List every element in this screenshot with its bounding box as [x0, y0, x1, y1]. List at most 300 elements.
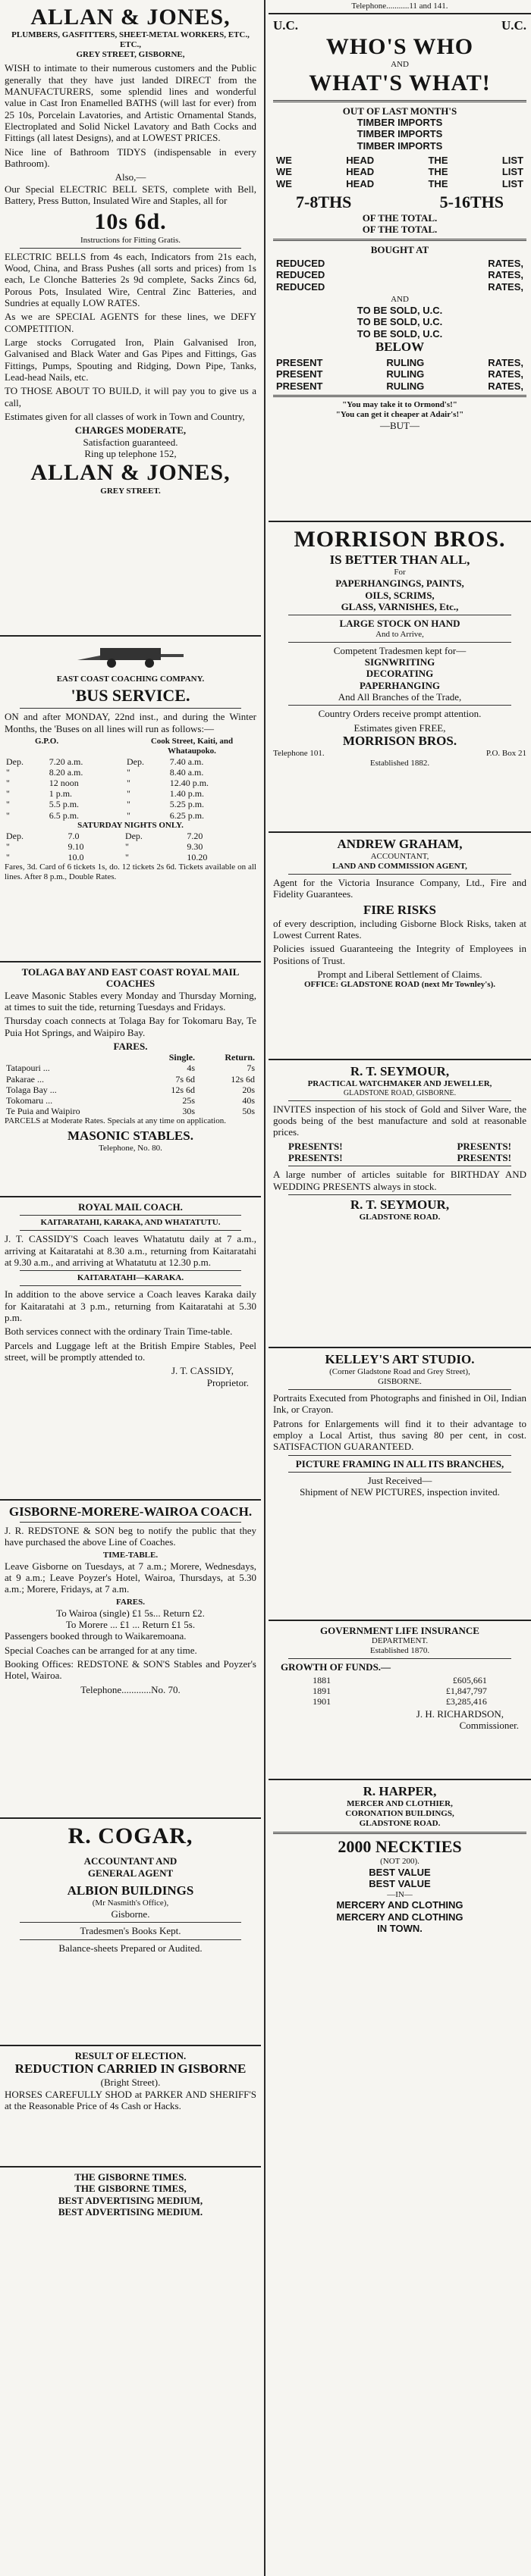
timetable-cell: "	[6, 799, 10, 810]
paragraph: Agent for the Victoria Insurance Company, Ltd., Fire and Fidelity Guarantees.	[273, 876, 526, 900]
also-label: Also,—	[115, 171, 146, 183]
timetable-row	[5, 767, 256, 778]
divider	[20, 708, 241, 709]
mercery: MERCERY AND CLOTHING	[336, 1899, 463, 1911]
po-box: P.O. Box 21	[485, 749, 526, 758]
stables-tel: Telephone, No. 80.	[99, 1144, 162, 1153]
timber-line: TIMBER IMPORTS	[357, 139, 443, 152]
saturday-label: SATURDAY NIGHTS ONLY.	[77, 820, 184, 830]
from-left: G.P.O.	[35, 736, 59, 746]
parcels: PARCELS at Moderate Rates. Specials at any time on application.	[5, 1116, 226, 1126]
office: OFFICE: GLADSTONE ROAD (next Mr Townley's).	[303, 980, 495, 990]
but: —BUT—	[380, 419, 419, 431]
presents-row	[273, 1152, 526, 1163]
cogar-role: ACCOUNTANT AND	[83, 1855, 178, 1867]
present-row-word: RATES,	[488, 380, 523, 392]
fare-head	[5, 1052, 144, 1063]
govlife-dept: DEPARTMENT.	[371, 1636, 429, 1646]
and: AND	[391, 60, 409, 70]
company-name: EAST COAST COACHING COMPANY.	[56, 675, 205, 684]
fares-note: Fares, 3d. Card of 6 tickets 1s, do. 12 tickets 2s 6d. Tickets available on all lines. After 8 p.m., Double Rates.	[5, 862, 256, 882]
growth-cell: 1881	[313, 1674, 331, 1686]
timetable-cell: 10.0	[68, 852, 84, 863]
best-value: BEST VALUE	[369, 1878, 431, 1890]
fare-line: To Morere ... £1 ... Return £1 5s.	[65, 1618, 196, 1630]
morrison-better: IS BETTER THAN ALL,	[329, 552, 470, 568]
timber-line: TIMBER IMPORTS	[357, 128, 443, 140]
seymour-address-2: GLADSTONE ROAD.	[359, 1213, 441, 1222]
times-title: THE GISBORNE TIMES.	[74, 2171, 187, 2183]
head-list-row-word: THE	[428, 155, 448, 167]
fare-head: Single.	[168, 1052, 196, 1063]
timetable-cell: 7.20 a.m.	[49, 756, 83, 767]
head-list-row-word: HEAD	[346, 155, 375, 167]
head-list-row-word: LIST	[501, 155, 523, 167]
head-list-row	[273, 155, 526, 166]
timetable-cell: Dep.	[6, 756, 24, 767]
in: —IN—	[387, 1889, 413, 1899]
timetable-cell: "	[124, 840, 129, 852]
arrive: And to Arrive,	[375, 629, 424, 639]
timetable-cell: Dep.	[6, 830, 24, 841]
timetable-cell: 1 p.m.	[49, 788, 73, 800]
timetable-cell: "	[126, 778, 130, 789]
country-orders: Country Orders receive prompt attention.	[318, 708, 482, 720]
growth-cell: £605,661	[452, 1674, 487, 1686]
timetable-cell: 7.0	[68, 830, 80, 841]
fare-cell: Tokomaru ...	[6, 1094, 53, 1106]
timetable-cell: 8.40 a.m.	[169, 767, 204, 778]
paragraph: TO THOSE ABOUT TO BUILD, it will pay you to give us a call,	[5, 385, 256, 408]
timetable-row	[5, 852, 256, 862]
fare-row	[5, 1085, 256, 1095]
paragraph: of every description, including Gisborne Block Risks, taken at Lowest Current Rates.	[273, 917, 526, 941]
present-row-word: PRESENT	[276, 356, 323, 368]
wairoa-coach-ad	[0, 1501, 261, 1819]
paragraph: A large number of articles suitable for BIRTHDAY AND WEDDING PRESENTS always in stock.	[273, 1169, 526, 1192]
fare-row	[5, 1074, 256, 1085]
to-be-sold: TO BE SOLD, U.C.	[357, 327, 443, 340]
service: PAPERHANGING	[360, 679, 440, 691]
paragraph: ELECTRIC BELLS from 4s each, Indicators from 21s each, Wood, China, and Brass Pushes (all sorts and prices) from 1s each, Le Clonche Batteries 2s 9d complete, Sacks Zincs 6d, Porous Pots, Insulated Wire, Central Zinc Batteries, and Sundries at equally LOW RATES.	[5, 250, 256, 308]
head-list-row	[273, 178, 526, 189]
head-list-row-word: WE	[276, 177, 292, 189]
harper-line: CORONATION BUILDINGS,	[345, 1808, 454, 1818]
of-total: OF THE TOTAL.	[362, 212, 438, 224]
fare-row	[5, 1106, 256, 1116]
timetable-cell: 12.40 p.m.	[169, 778, 209, 789]
present-rates	[273, 357, 526, 392]
timetable-header	[5, 737, 256, 756]
uc-right: U.C.	[501, 17, 526, 33]
election-ad	[0, 2046, 261, 2168]
graham-role: ACCOUNTANT,	[370, 852, 429, 862]
divider	[20, 1939, 241, 1940]
timetable-cell: 9.30	[187, 840, 203, 852]
intro: ON and after MONDAY, 22nd inst., and during the Winter Months, the 'Buses on all lines will run as follows:—	[5, 711, 256, 734]
advertiser-title: ALLAN & JONES,	[30, 5, 231, 30]
right-column	[269, 0, 531, 2576]
competent: Competent Tradesmen kept for—	[333, 644, 467, 656]
divider	[20, 1230, 241, 1231]
divider	[20, 1270, 241, 1271]
timetable-row	[5, 799, 256, 809]
fare-cell: 25s	[182, 1094, 196, 1106]
paragraph: Our Special ELECTRIC BELL SETS, complete with Bell, Battery, Press Button, Insulated Wire and Staples, all for	[5, 183, 256, 206]
presents-row	[273, 1141, 526, 1152]
paragraph: Balance-sheets Prepared or Audited.	[58, 1942, 203, 1954]
head-list-row-word: HEAD	[346, 177, 375, 189]
present-row	[273, 368, 526, 380]
seymour-role: PRACTICAL WATCHMAKER AND JEWELLER,	[307, 1079, 492, 1089]
timetable-cell: "	[6, 809, 10, 821]
growth-title: GROWTH OF FUNDS.—	[281, 1661, 391, 1673]
cogar-town: Gisborne.	[111, 1908, 150, 1920]
whos-who-ad	[269, 14, 531, 522]
growth-cell: 1891	[313, 1685, 331, 1696]
fare-cell: 20s	[242, 1084, 255, 1095]
to-be-sold: TO BE SOLD, U.C.	[357, 316, 443, 328]
paragraph: HORSES CAREFULLY SHOD at PARKER AND SHERIFF'S at the Reasonable Price of 4s Cash or Hacks.	[5, 2088, 256, 2112]
kelley-title: KELLEY'S ART STUDIO.	[325, 1351, 475, 1366]
framing: PICTURE FRAMING IN ALL ITS BRANCHES,	[295, 1457, 504, 1470]
fare-cell: 30s	[182, 1106, 196, 1117]
presents: PRESENTS!	[288, 1152, 343, 1164]
fare-head: Return.	[225, 1052, 255, 1063]
election-title: RESULT OF ELECTION.	[74, 2050, 187, 2061]
paragraph: Patrons for Enlargements will find it to their advantage to employ a Local Artist, thus saving 80 per cent, in cost. SATISFACTION GUARANTEED.	[273, 1417, 526, 1453]
timetable-cell: 5.5 p.m.	[49, 799, 80, 810]
growth-row	[311, 1675, 489, 1686]
telephone: Telephone 101.	[273, 749, 325, 758]
timetable-row	[5, 778, 256, 788]
reduced-row	[273, 269, 526, 280]
stables-title: MASONIC STABLES.	[68, 1128, 193, 1144]
not-200: (NOT 200).	[380, 1856, 419, 1866]
paragraph: Tradesmen's Books Kept.	[80, 1925, 181, 1937]
divider	[288, 874, 511, 875]
fare-cell: 7s 6d	[175, 1073, 196, 1085]
harper-ad	[269, 1780, 531, 2030]
fare-cell: Pakarae ...	[6, 1073, 44, 1085]
uc-row	[273, 18, 526, 33]
divider	[20, 1522, 241, 1523]
bus-title: 'BUS SERVICE.	[71, 686, 190, 706]
address: GREY STREET, GISBORNE,	[76, 50, 185, 60]
present-row-word: RULING	[386, 356, 425, 368]
timetable-cell: 7.20	[187, 830, 203, 841]
stock: LARGE STOCK ON HAND	[339, 618, 460, 630]
signature: J. T. CASSIDY,	[171, 1365, 234, 1377]
head-list-row-word: LIST	[501, 177, 523, 189]
in-town: IN TOWN.	[377, 1923, 423, 1935]
morrison-name: MORRISON BROS.	[294, 526, 506, 552]
presents: PRESENTS!	[457, 1140, 511, 1152]
coach-illustration	[5, 643, 256, 671]
top-line: Telephone...........11 and 141.	[269, 0, 531, 14]
divider	[288, 1455, 511, 1456]
harper-line: MERCER AND CLOTHIER,	[347, 1799, 453, 1809]
royal-title: ROYAL MAIL COACH.	[78, 1201, 183, 1213]
harper-name: R. HARPER,	[363, 1783, 437, 1798]
present-row	[273, 380, 526, 392]
item-line: OILS, SCRIMS,	[365, 589, 435, 601]
divider	[20, 248, 241, 249]
paragraph: Policies issued Guaranteeing the Integrity of Employees in Positions of Trust.	[273, 943, 526, 966]
divider	[288, 705, 511, 706]
fare-line: To Wairoa (single) £1 5s... Return £2.	[56, 1607, 205, 1619]
reduced-row-word: REDUCED	[276, 269, 325, 281]
service: SIGNWRITING	[364, 656, 435, 668]
signature: J. H. RICHARDSON,	[416, 1708, 504, 1720]
footer-address: GREY STREET.	[100, 486, 161, 496]
timetable-cell: Dep.	[124, 830, 143, 841]
trades: PLUMBERS, GASFITTERS, SHEET-METAL WORKERS, ETC., ETC.,	[11, 30, 250, 50]
cogar-address: ALBION BUILDINGS	[67, 1883, 194, 1898]
title-1: WHO'S WHO	[325, 34, 474, 60]
signature-title: Commissioner.	[459, 1720, 519, 1732]
item-line: GLASS, VARNISHES, Etc.,	[341, 601, 459, 613]
tolaga-bay-ad	[0, 962, 261, 1197]
fare-cell: Tatapouri ...	[6, 1063, 50, 1074]
out-of: OUT OF LAST MONTH'S	[342, 105, 457, 117]
paragraph: Portraits Executed from Photographs and finished in Oil, Indian Ink, or Crayon.	[273, 1391, 526, 1416]
footer-title: ALLAN & JONES,	[30, 460, 231, 486]
best-value: BEST VALUE	[369, 1866, 431, 1878]
growth-row	[311, 1696, 489, 1707]
of-total: OF THE TOTAL.	[362, 224, 438, 236]
government-life-ad	[269, 1621, 531, 1780]
tolaga-title: TOLAGA BAY AND EAST COAST ROYAL MAIL COACHES	[21, 966, 240, 990]
timetable-cell: "	[126, 799, 130, 810]
cogar-ad	[0, 1819, 261, 2046]
fare-row	[5, 1063, 256, 1073]
graham-name: ANDREW GRAHAM,	[337, 836, 463, 851]
divider	[20, 1922, 241, 1923]
paragraph: J. R. REDSTONE & SON beg to notify the public that they have purchased the above Line of Coaches.	[5, 1525, 256, 1548]
fare-cell: Te Puia and Waipiro	[6, 1106, 80, 1117]
from-right: Cook Street, Kaiti, and Whataupoko.	[150, 736, 234, 756]
timetable-cell: 6.25 p.m.	[169, 809, 205, 821]
bought-at: BOUGHT AT	[370, 243, 429, 255]
timetable-row	[5, 788, 256, 799]
satisfaction: Satisfaction guaranteed.	[83, 436, 178, 448]
reduced-row-word: RATES,	[488, 269, 523, 281]
subroute: KAITARATAHI—KARAKA.	[77, 1273, 184, 1283]
all-branches: And All Branches of the Trade,	[338, 690, 462, 703]
timetable-cell: Dep.	[126, 756, 144, 767]
cogar-name: R. COGAR,	[68, 1823, 193, 1848]
divider	[20, 1285, 241, 1286]
mercery: MERCERY AND CLOTHING	[336, 1911, 463, 1923]
fare-cell: 50s	[242, 1106, 255, 1117]
timetable-cell: "	[124, 852, 129, 863]
paragraph: As we are SPECIAL AGENTS for these lines, we DEFY COMPETITION.	[5, 311, 256, 334]
morrison-name-2: MORRISON BROS.	[342, 733, 457, 748]
cogar-office: (Mr Nasmith's Office),	[92, 1898, 169, 1908]
charges: CHARGES MODERATE,	[74, 424, 187, 437]
paragraph: WISH to intimate to their numerous customers and the Public generally that they have just landed DIRECT from the MANUFACTURERS, some splendid lines and wonderful value in Cast Iron Enamelled BATHS (will last for ever) from 25 10s, Porcelain Lavatories, and Artistic Ornamental Stands, Electroplated and Solid Nickel Lavatory and Bath Cocks and Fittings (all latest Designs), and at LOWEST PRICES.	[5, 62, 256, 144]
telephone: Telephone............No. 70.	[80, 1683, 181, 1695]
paragraph: Leave Gisborne on Tuesdays, at 7 a.m.; Morere, Wednesdays, at 9 a.m.; Leave Poyzer's Hotel, Wairoa, Thursdays, at 5.30 a.m.; Morere, Fridays, at 7 a.m.	[5, 1560, 256, 1595]
present-row	[273, 357, 526, 368]
allan-jones-ad	[0, 0, 261, 637]
presents: PRESENTS!	[288, 1140, 343, 1152]
paragraph: Booking Offices: REDSTONE & SON'S Stables and Poyzer's Hotel, Wairoa.	[5, 1657, 256, 1682]
fraction: 7-8THS	[296, 192, 352, 212]
fare-cell: 4s	[187, 1063, 196, 1074]
timetable-cell: 8.20 a.m.	[49, 767, 83, 778]
timetable-title: TIME-TABLE.	[102, 1550, 159, 1560]
service: DECORATING	[366, 668, 434, 680]
growth-cell: 1901	[313, 1695, 331, 1707]
divider	[288, 1100, 511, 1101]
paragraph: In addition to the above service a Coach leaves Karaka daily for Kaitaratahi at 3 p.m., returning from Kaitaratahi at 5.30 p.m.	[5, 1288, 256, 1323]
fare-cell: Tolaga Bay ...	[6, 1084, 57, 1095]
royal-mail-ad	[0, 1197, 261, 1501]
timetable-cell: "	[6, 788, 10, 800]
timetable-cell: "	[126, 809, 130, 821]
paragraph: J. T. CASSIDY'S Coach leaves Whatatutu daily at 7 a.m., arriving at Kaitaratahi at 8.30 a.m., returning from Kaitaratahi at 9.30 a.m., and arriving at Whatatutu at 12.30 p.m.	[5, 1233, 256, 1268]
divider	[288, 1472, 511, 1473]
times-title: THE GISBORNE TIMES,	[74, 2183, 187, 2195]
cogar-role: GENERAL AGENT	[87, 1867, 174, 1879]
quote: "You can get it cheaper at Adair's!"	[335, 409, 464, 419]
column-divider	[264, 0, 266, 2576]
kelley-ad	[269, 1348, 531, 1621]
for: For	[394, 568, 406, 577]
timber-line: TIMBER IMPORTS	[357, 117, 443, 129]
timetable-cell: "	[6, 778, 10, 789]
present-row-word: RATES,	[488, 356, 523, 368]
contact-row	[273, 749, 526, 759]
timetable-row	[5, 841, 256, 852]
times-line: BEST ADVERTISING MEDIUM.	[58, 2205, 203, 2218]
signature-title: Proprietor.	[206, 1376, 249, 1388]
growth-cell: £3,285,416	[445, 1695, 487, 1707]
timetable-cell: 12 noon	[49, 778, 79, 789]
divider	[288, 1658, 511, 1659]
growth-table	[311, 1675, 489, 1707]
divider	[273, 395, 526, 397]
saturday-timetable	[5, 831, 256, 862]
fare-cell: 40s	[242, 1094, 255, 1106]
paragraph: Parcels and Luggage left at the British Empire Stables, Peel street, will be promptly attended to.	[5, 1339, 256, 1363]
uc-left: U.C.	[273, 17, 299, 33]
seymour-ad	[269, 1060, 531, 1348]
kelley-address: (Corner Gladstone Road and Grey Street),	[329, 1367, 470, 1377]
below: BELOW	[375, 339, 425, 354]
reduced-row-word: REDUCED	[276, 258, 325, 269]
item-line: PAPERHANGINGS, PAINTS,	[335, 577, 464, 590]
fraction: 5-16THS	[439, 192, 504, 212]
timetable-cell: 1.40 p.m.	[169, 788, 205, 800]
seymour-name: R. T. SEYMOUR,	[350, 1063, 450, 1078]
fares-title: FARES.	[113, 1040, 148, 1052]
reduced-rates	[273, 258, 526, 293]
divider	[273, 1832, 526, 1834]
divider	[288, 1194, 511, 1195]
fare-cell: 7s	[247, 1063, 255, 1074]
gisborne-times-ad	[0, 2168, 261, 2274]
divider	[288, 1389, 511, 1390]
divider	[20, 1215, 241, 1216]
present-row-word: PRESENT	[276, 380, 323, 392]
just-received: Just Received—	[367, 1474, 432, 1486]
govlife-title: GOVERNMENT LIFE INSURANCE	[320, 1624, 479, 1636]
shipment: Shipment of NEW PICTURES, inspection invited.	[300, 1486, 500, 1498]
paragraph: Special Coaches can be arranged for at any time.	[5, 1644, 197, 1656]
left-column	[0, 0, 261, 2576]
timetable-cell: 7.40 a.m.	[169, 756, 204, 767]
timetable-cell: "	[6, 852, 10, 863]
head-list-row-word: HEAD	[346, 166, 375, 178]
timetable-cell: "	[6, 840, 10, 852]
coach-icon	[70, 643, 191, 669]
harper-line: GLADSTONE ROAD.	[359, 1818, 441, 1828]
paragraph: Leave Masonic Stables every Monday and Thursday Morning, at times to suit the tide, returning Tuesdays and Fridays.	[5, 989, 256, 1013]
head-list-row-word: THE	[428, 166, 448, 178]
seymour-name-2: R. T. SEYMOUR,	[350, 1197, 450, 1213]
present-row-word: PRESENT	[276, 368, 323, 380]
quote: "You may take it to Ormond's!"	[342, 399, 457, 409]
graham-ad	[269, 833, 531, 1060]
and: AND	[391, 294, 409, 304]
fares-table	[5, 1052, 256, 1116]
weekday-timetable	[5, 756, 256, 821]
reduced-row-word: RATES,	[488, 258, 523, 269]
telephone: Ring up telephone 152,	[84, 447, 177, 459]
paragraph: Prompt and Liberal Settlement of Claims.	[317, 968, 482, 980]
fraction-row	[273, 192, 526, 212]
fire-risks: FIRE RISKS	[363, 902, 436, 917]
paragraph: Passengers booked through to Waikaremoana.	[5, 1630, 187, 1642]
seymour-address: GLADSTONE ROAD, GISBORNE.	[343, 1088, 457, 1097]
timetable-cell: 10.20	[187, 852, 208, 863]
paragraph: Nice line of Bathroom TIDYS (indispensable in every Bathroom).	[5, 146, 256, 169]
route: KAITARATAHI, KARAKA, AND WHATATUTU.	[40, 1218, 221, 1228]
present-row-word: RATES,	[488, 368, 523, 380]
street: (Bright Street).	[100, 2077, 161, 2089]
times-line: BEST ADVERTISING MEDIUM,	[58, 2194, 203, 2206]
fare-cell: 12s 6d	[171, 1084, 196, 1095]
neckties: 2000 NECKTIES	[338, 1836, 462, 1856]
divider	[288, 642, 511, 643]
head-list-row-word: WE	[276, 166, 292, 178]
timetable-cell: "	[6, 767, 10, 778]
divider	[273, 239, 526, 241]
reduced-row-word: REDUCED	[276, 280, 325, 293]
kelley-town: GISBORNE.	[378, 1376, 422, 1386]
reduced-row	[273, 258, 526, 269]
reduced-row-word: RATES,	[488, 280, 523, 293]
reduced-row	[273, 281, 526, 293]
estimates: Estimates given FREE,	[353, 721, 446, 734]
timetable-cell: 9.10	[68, 840, 84, 852]
present-row-word: RULING	[386, 380, 425, 392]
head-list-row-word: LIST	[501, 166, 523, 178]
we-head-the-list	[273, 155, 526, 189]
timetable-cell: 6.5 p.m.	[49, 809, 80, 821]
timetable-cell: 5.25 p.m.	[169, 799, 205, 810]
reduction-title: REDUCTION CARRIED IN GISBORNE	[14, 2061, 247, 2077]
paragraph: Both services connect with the ordinary Train Time-table.	[5, 1326, 233, 1338]
graham-role: LAND AND COMMISSION AGENT,	[332, 861, 467, 871]
wairoa-title: GISBORNE-MORERE-WAIROA COACH.	[8, 1504, 253, 1519]
title-2: WHAT'S WHAT!	[309, 70, 491, 96]
established: Established 1882.	[369, 758, 430, 768]
timetable-cell: "	[126, 788, 130, 800]
